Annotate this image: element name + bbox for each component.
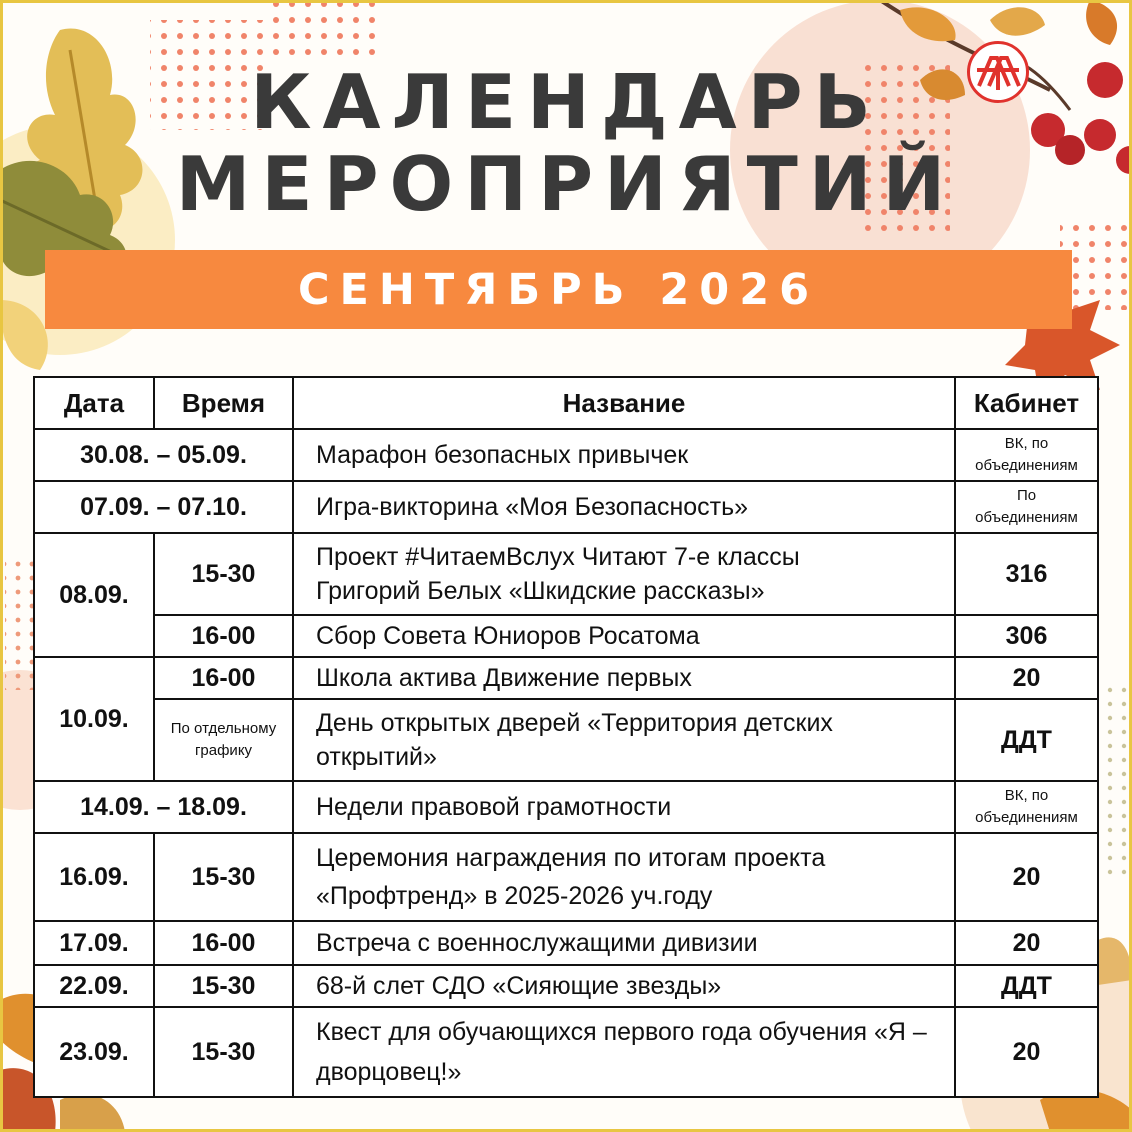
header-name: Название <box>293 377 955 429</box>
date-cell: 23.09. <box>34 1007 154 1097</box>
time-cell: 16-00 <box>154 921 293 965</box>
room-cell: 20 <box>955 921 1098 965</box>
header-date: Дата <box>34 377 154 429</box>
date-cell: 16.09. <box>34 833 154 921</box>
room-cell: 306 <box>955 615 1098 657</box>
time-cell: 16-00 <box>154 615 293 657</box>
table-row <box>34 1007 1098 1097</box>
room-cell: ДДТ <box>955 965 1098 1007</box>
event-name-cell: Игра-викторина «Моя Безопасность» <box>293 481 955 533</box>
table-row <box>34 699 1098 781</box>
date-cell: 17.09. <box>34 921 154 965</box>
event-name-cell: День открытых дверей «Территория детских открытий» <box>293 699 955 781</box>
event-name-cell: Квест для обучающихся первого года обучения «Я –дворцовец!» <box>293 1007 955 1097</box>
table-header-row <box>34 377 1098 429</box>
autumn-leaf-icon <box>1086 0 1117 45</box>
autumn-leaf-icon <box>1098 937 1132 985</box>
date-cell: 10.09. <box>34 657 154 781</box>
time-cell: 15-30 <box>154 833 293 921</box>
table-row <box>34 921 1098 965</box>
room-text: По объединениям <box>975 487 1078 526</box>
room-cell: 20 <box>955 833 1098 921</box>
logo-icon <box>967 41 1029 103</box>
autumn-leaf-icon <box>60 1094 125 1132</box>
table-row <box>34 965 1098 1007</box>
event-name-cell: Сбор Совета Юниоров Росатома <box>293 615 955 657</box>
month-label: СЕНТЯБРЬ 2026 <box>297 264 820 315</box>
room-cell <box>955 429 1098 481</box>
month-banner <box>45 250 1072 329</box>
time-cell: 16-00 <box>154 657 293 699</box>
time-cell: 15-30 <box>154 1007 293 1097</box>
room-cell <box>955 481 1098 533</box>
date-cell: 22.09. <box>34 965 154 1007</box>
room-cell: ДДТ <box>955 699 1098 781</box>
table-row <box>34 429 1098 481</box>
time-cell: 15-30 <box>154 533 293 615</box>
event-name-cell: Проект #ЧитаемВслух Читают 7-е классы Григорий Белых «Шкидские рассказы» <box>293 533 955 615</box>
event-name-cell: Церемония награждения по итогам проекта «Профтренд» в 2025-2026 уч.году <box>293 833 955 921</box>
events-table <box>33 376 1099 1098</box>
room-cell: 20 <box>955 1007 1098 1097</box>
autumn-leaf-icon <box>990 7 1045 35</box>
date-cell: 14.09. – 18.09. <box>34 781 293 833</box>
event-name-cell: Марафон безопасных привычек <box>293 429 955 481</box>
table-row <box>34 833 1098 921</box>
time-cell: 15-30 <box>154 965 293 1007</box>
table-row <box>34 533 1098 615</box>
time-cell <box>154 699 293 781</box>
page-title-line-1: КАЛЕНДАРЬ <box>250 58 882 146</box>
table-row <box>34 481 1098 533</box>
room-text: ВК, по объединениям <box>975 435 1078 474</box>
table-row <box>34 615 1098 657</box>
event-name-cell: Встреча с военнослужащими дивизии <box>293 921 955 965</box>
header-room: Кабинет <box>955 377 1098 429</box>
room-text: ВК, по объединениям <box>975 787 1078 826</box>
room-cell: 316 <box>955 533 1098 615</box>
date-cell: 07.09. – 07.10. <box>34 481 293 533</box>
date-cell: 08.09. <box>34 533 154 657</box>
time-text: По отдельному графику <box>170 720 277 759</box>
table-row <box>34 657 1098 699</box>
room-cell <box>955 781 1098 833</box>
header-time: Время <box>154 377 293 429</box>
date-cell: 30.08. – 05.09. <box>34 429 293 481</box>
event-name-cell: Школа актива Движение первых <box>293 657 955 699</box>
table-row <box>34 781 1098 833</box>
event-name-cell: Недели правовой грамотности <box>293 781 955 833</box>
room-cell: 20 <box>955 657 1098 699</box>
page-title-line-2: МЕРОПРИЯТИЙ <box>175 140 957 228</box>
event-name-cell: 68-й слет СДО «Сияющие звезды» <box>293 965 955 1007</box>
